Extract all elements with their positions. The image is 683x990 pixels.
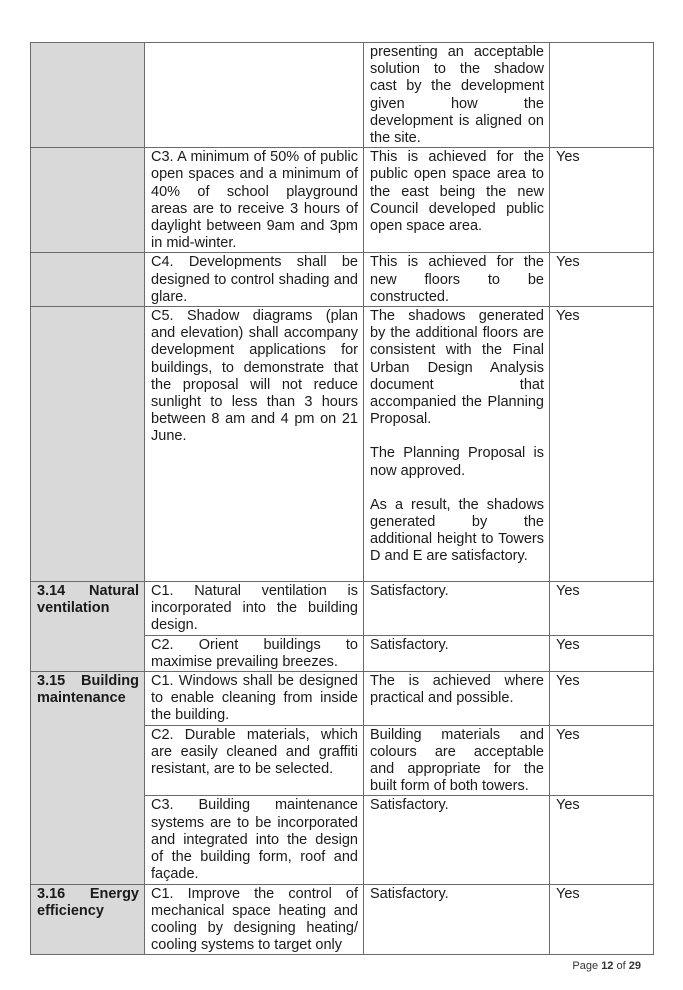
section-cell-continued — [31, 148, 145, 253]
control-cell: C1. Natural ventilation is incorporated into the building design. — [145, 582, 364, 636]
page-number — [572, 960, 641, 972]
section-heading-energy-efficiency — [31, 884, 145, 955]
status-cell: Yes — [550, 884, 654, 955]
section-cell-continued — [31, 307, 145, 582]
response-paragraph: The Planning Proposal is now approved. — [370, 445, 544, 479]
page-current: 12 — [601, 960, 614, 972]
response-cell: The is achieved where practical and possible. — [364, 672, 550, 726]
response-cell: This is achieved for the new floors to be constructed. — [364, 253, 550, 307]
response-paragraph: The shadows generated by the additional floors are consistent with the Final Urban Design Analysis document that accompanied the Planning Proposal. — [370, 308, 544, 428]
page-of: of — [616, 960, 626, 972]
status-cell: Yes — [550, 307, 654, 582]
control-cell: C2. Orient buildings to maximise prevailing breezes. — [145, 635, 364, 671]
response-cell: Satisfactory. — [364, 582, 550, 636]
control-cell: C3. Building maintenance systems are to be incorporated and integrated into the design of the building form, roof and façade. — [145, 796, 364, 884]
table-row — [31, 582, 654, 636]
control-cell: C5. Shadow diagrams (plan and elevation) shall accompany development applications for buildings, to demonstrate that the proposal will not reduce sunlight to less than 3 hours between 8 am and 4 pm on 21 June. — [145, 307, 364, 582]
section-cell-continued — [31, 253, 145, 307]
response-cell: Satisfactory. — [364, 796, 550, 884]
section-heading-natural-ventilation — [31, 582, 145, 672]
status-cell: Yes — [550, 148, 654, 253]
status-cell — [550, 43, 654, 148]
compliance-table — [30, 42, 654, 955]
table-row — [31, 884, 654, 955]
section-title-line: 3.14 Natural — [37, 583, 139, 600]
control-cell: C2. Durable materials, which are easily cleaned and graffiti resistant, are to be selected. — [145, 725, 364, 796]
control-cell: C4. Developments shall be designed to control shading and glare. — [145, 253, 364, 307]
response-cell: This is achieved for the public open space area to the east being the new Council developed public open space area. — [364, 148, 550, 253]
control-cell — [145, 43, 364, 148]
status-cell: Yes — [550, 672, 654, 726]
status-cell: Yes — [550, 582, 654, 636]
table-row — [31, 307, 654, 582]
status-cell: Yes — [550, 253, 654, 307]
control-cell: C3. A minimum of 50% of public open spaces and a minimum of 40% of school playground areas are to receive 3 hours of daylight between 9am and 3pm in mid-winter. — [145, 148, 364, 253]
response-cell: Satisfactory. — [364, 884, 550, 955]
page-total: 29 — [628, 960, 641, 972]
section-title-line: 3.16 Energy — [37, 885, 139, 902]
section-title-line: efficiency — [37, 902, 104, 919]
response-cell: presenting an acceptable solution to the shadow cast by the development given how the development is aligned on the site. — [364, 43, 550, 148]
table-row — [31, 672, 654, 726]
status-cell: Yes — [550, 635, 654, 671]
section-title-line: ventilation — [37, 600, 110, 617]
response-cell: Building materials and colours are acceptable and appropriate for the built form of both towers. — [364, 725, 550, 796]
table-row — [31, 253, 654, 307]
section-heading-building-maintenance — [31, 672, 145, 884]
section-cell-continued — [31, 43, 145, 148]
section-title-line: 3.15 Building — [37, 673, 139, 690]
control-cell: C1. Windows shall be designed to enable cleaning from inside the building. — [145, 672, 364, 726]
page-label: Page — [572, 960, 599, 972]
status-cell: Yes — [550, 725, 654, 796]
status-cell: Yes — [550, 796, 654, 884]
control-cell: C1. Improve the control of mechanical space heating and cooling by designing heating/ cooling systems to target only — [145, 884, 364, 955]
section-title-line: maintenance — [37, 690, 126, 707]
table-row — [31, 148, 654, 253]
response-paragraph: As a result, the shadows generated by the additional height to Towers D and E are satisfactory. — [370, 496, 544, 565]
table-row — [31, 43, 654, 148]
response-cell — [364, 307, 550, 582]
response-cell: Satisfactory. — [364, 635, 550, 671]
